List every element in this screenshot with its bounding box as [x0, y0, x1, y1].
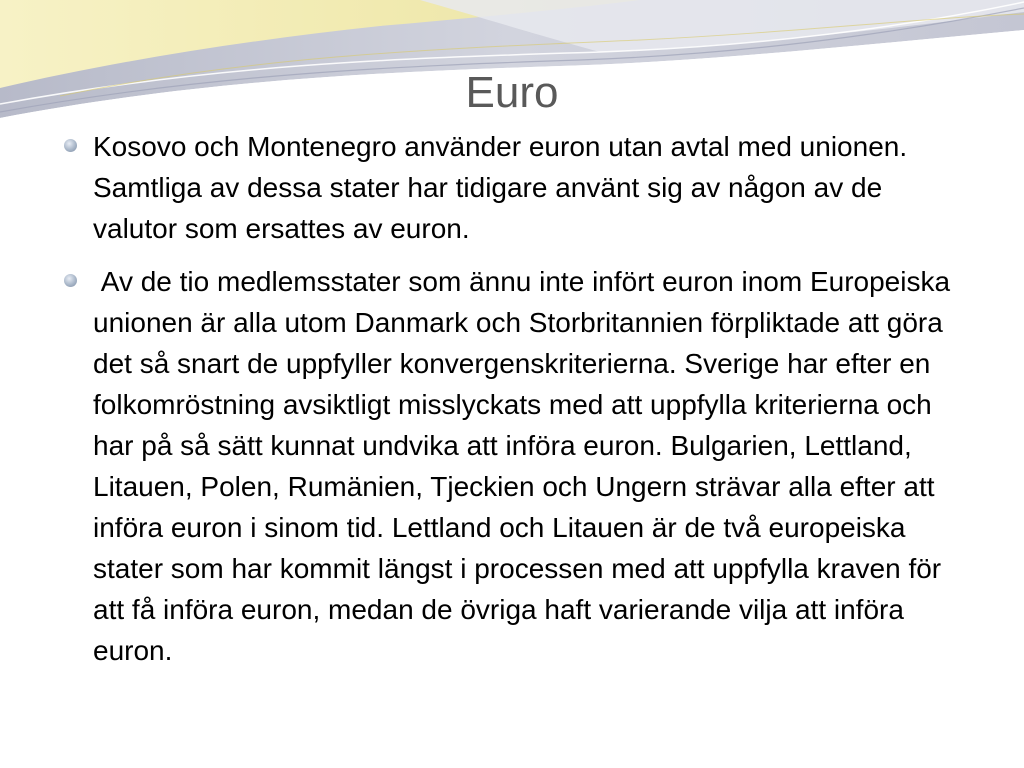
- bullet-item: [64, 261, 964, 671]
- slide-title: Euro: [465, 68, 559, 117]
- bullet-text: Av de tio medlemsstater som ännu inte infört euron inom Europeiska unionen är alla utom Danmark och Storbritannien förpliktade att göra det så snart de uppfyller konvergenskriterierna. Sverige har efter en folkomröstning avsiktligt misslyckats med att uppfylla kriterierna och har på så sätt kunnat undvika att införa euron. Bulgarien, Lettland, Litauen, Polen, Rumänien, Tjeckien och Ungern strävar alla efter att införa euron i sinom tid. Lettland och Litauen är de två europeiska stater som har kommit längst i processen med att uppfylla kraven för att få införa euron, medan de övriga haft varierande vilja att införa euron.: [93, 266, 958, 666]
- bullet-list: [64, 126, 964, 683]
- bullet-text: Kosovo och Montenegro använder euron utan avtal med unionen. Samtliga av dessa stater har tidigare använt sig av någon av de valutor som ersattes av euron.: [93, 131, 915, 244]
- bullet-item: [64, 126, 964, 249]
- bullet-dot-icon: [64, 274, 77, 287]
- bullet-dot-icon: [64, 139, 77, 152]
